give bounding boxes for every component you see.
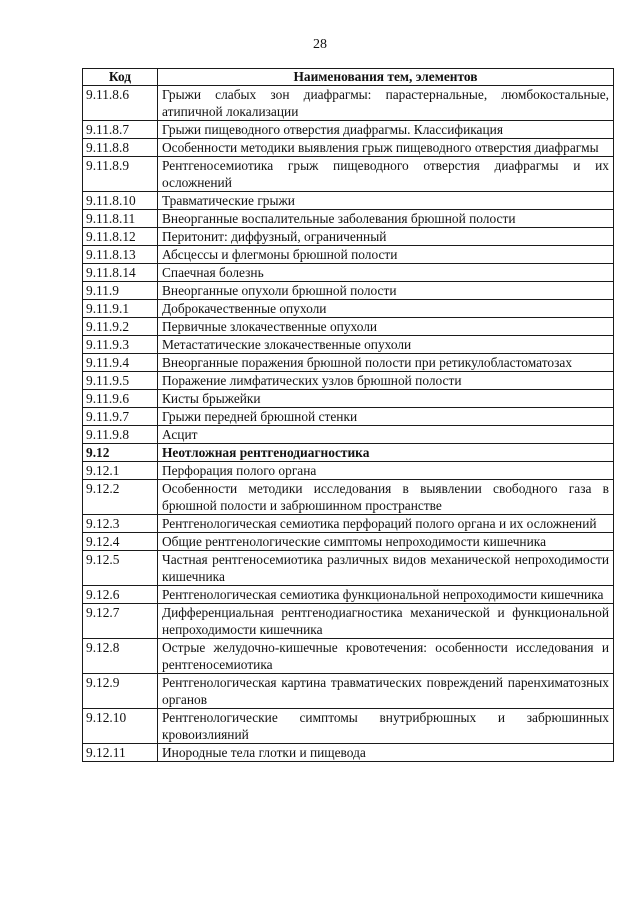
row-name: Рентгенологическая картина травматических повреждений паренхиматозных органов bbox=[158, 674, 614, 709]
row-name: Особенности методики исследования в выявлении свободного газа в брюшной полости и забрюшинном пространстве bbox=[158, 480, 614, 515]
row-code: 9.12.9 bbox=[83, 674, 158, 709]
table-row bbox=[83, 551, 614, 586]
table-row bbox=[83, 444, 614, 462]
row-code: 9.11.9.4 bbox=[83, 354, 158, 372]
header-code: Код bbox=[83, 69, 158, 86]
row-code: 9.11.8.12 bbox=[83, 228, 158, 246]
row-code: 9.11.8.9 bbox=[83, 157, 158, 192]
row-name: Абсцессы и флегмоны брюшной полости bbox=[158, 246, 614, 264]
row-code: 9.11.8.14 bbox=[83, 264, 158, 282]
row-code: 9.11.9.7 bbox=[83, 408, 158, 426]
table-row bbox=[83, 192, 614, 210]
row-code: 9.12.1 bbox=[83, 462, 158, 480]
table-row bbox=[83, 336, 614, 354]
row-name: Частная рентгеносемиотика различных видов механической непроходимости кишечника bbox=[158, 551, 614, 586]
row-code: 9.12.3 bbox=[83, 515, 158, 533]
row-name: Первичные злокачественные опухоли bbox=[158, 318, 614, 336]
row-name: Дифференциальная рентгенодиагностика механической и функциональной непроходимости кишечника bbox=[158, 604, 614, 639]
table-row bbox=[83, 246, 614, 264]
table-row bbox=[83, 480, 614, 515]
row-code: 9.11.9 bbox=[83, 282, 158, 300]
row-code: 9.12.5 bbox=[83, 551, 158, 586]
row-name: Внеорганные поражения брюшной полости при ретикулобластоматозах bbox=[158, 354, 614, 372]
row-name: Внеорганные воспалительные заболевания брюшной полости bbox=[158, 210, 614, 228]
row-name: Особенности методики выявления грыж пищеводного отверстия диафрагмы bbox=[158, 139, 614, 157]
row-code: 9.12 bbox=[83, 444, 158, 462]
table-row bbox=[83, 139, 614, 157]
table-row bbox=[83, 300, 614, 318]
row-code: 9.11.9.6 bbox=[83, 390, 158, 408]
row-name: Перфорация полого органа bbox=[158, 462, 614, 480]
row-name: Рентгенологическая семиотика функциональной непроходимости кишечника bbox=[158, 586, 614, 604]
row-code: 9.11.8.7 bbox=[83, 121, 158, 139]
row-name: Неотложная рентгенодиагностика bbox=[158, 444, 614, 462]
table-row bbox=[83, 533, 614, 551]
row-code: 9.12.4 bbox=[83, 533, 158, 551]
table-row bbox=[83, 744, 614, 762]
row-code: 9.12.6 bbox=[83, 586, 158, 604]
row-code: 9.12.7 bbox=[83, 604, 158, 639]
table-row bbox=[83, 390, 614, 408]
row-name: Рентгеносемиотика грыж пищеводного отверстия диафрагмы и их осложнений bbox=[158, 157, 614, 192]
row-code: 9.11.8.13 bbox=[83, 246, 158, 264]
row-code: 9.11.8.6 bbox=[83, 86, 158, 121]
row-name: Доброкачественные опухоли bbox=[158, 300, 614, 318]
row-code: 9.12.11 bbox=[83, 744, 158, 762]
table-row bbox=[83, 354, 614, 372]
header-row bbox=[83, 69, 614, 86]
table-row bbox=[83, 515, 614, 533]
row-name: Асцит bbox=[158, 426, 614, 444]
row-code: 9.12.10 bbox=[83, 709, 158, 744]
table-row bbox=[83, 462, 614, 480]
row-name: Грыжи слабых зон диафрагмы: парастернальные, люмбокостальные, атипичной локализации bbox=[158, 86, 614, 121]
row-code: 9.11.9.8 bbox=[83, 426, 158, 444]
row-name: Спаечная болезнь bbox=[158, 264, 614, 282]
row-code: 9.11.9.1 bbox=[83, 300, 158, 318]
page-number: 28 bbox=[313, 37, 327, 52]
row-code: 9.11.9.5 bbox=[83, 372, 158, 390]
row-code: 9.11.9.3 bbox=[83, 336, 158, 354]
row-name: Метастатические злокачественные опухоли bbox=[158, 336, 614, 354]
row-name: Острые желудочно-кишечные кровотечения: особенности исследования и рентгеносемиотика bbox=[158, 639, 614, 674]
row-code: 9.12.2 bbox=[83, 480, 158, 515]
row-name: Поражение лимфатических узлов брюшной полости bbox=[158, 372, 614, 390]
row-name: Инородные тела глотки и пищевода bbox=[158, 744, 614, 762]
table-row bbox=[83, 372, 614, 390]
table-row bbox=[83, 639, 614, 674]
table-row bbox=[83, 709, 614, 744]
row-name: Внеорганные опухоли брюшной полости bbox=[158, 282, 614, 300]
topics-table bbox=[82, 68, 614, 762]
row-code: 9.11.8.10 bbox=[83, 192, 158, 210]
table-body bbox=[83, 86, 614, 762]
row-name: Перитонит: диффузный, ограниченный bbox=[158, 228, 614, 246]
table-row bbox=[83, 86, 614, 121]
table-row bbox=[83, 228, 614, 246]
row-code: 9.11.8.11 bbox=[83, 210, 158, 228]
table-row bbox=[83, 157, 614, 192]
table-row bbox=[83, 318, 614, 336]
table-row bbox=[83, 586, 614, 604]
table-row bbox=[83, 210, 614, 228]
table-row bbox=[83, 426, 614, 444]
row-name: Грыжи передней брюшной стенки bbox=[158, 408, 614, 426]
table-row bbox=[83, 282, 614, 300]
row-name: Рентгенологическая семиотика перфораций полого органа и их осложнений bbox=[158, 515, 614, 533]
table-row bbox=[83, 674, 614, 709]
table-row bbox=[83, 408, 614, 426]
row-name: Общие рентгенологические симптомы непроходимости кишечника bbox=[158, 533, 614, 551]
header-name: Наименования тем, элементов bbox=[158, 69, 614, 86]
row-code: 9.11.9.2 bbox=[83, 318, 158, 336]
table-row bbox=[83, 604, 614, 639]
table-header bbox=[83, 69, 614, 86]
table-row bbox=[83, 121, 614, 139]
row-code: 9.11.8.8 bbox=[83, 139, 158, 157]
row-name: Травматические грыжи bbox=[158, 192, 614, 210]
row-name: Рентгенологические симптомы внутрибрюшных и забрюшинных кровоизлияний bbox=[158, 709, 614, 744]
table-row bbox=[83, 264, 614, 282]
row-name: Грыжи пищеводного отверстия диафрагмы. Классификация bbox=[158, 121, 614, 139]
row-code: 9.12.8 bbox=[83, 639, 158, 674]
row-name: Кисты брыжейки bbox=[158, 390, 614, 408]
